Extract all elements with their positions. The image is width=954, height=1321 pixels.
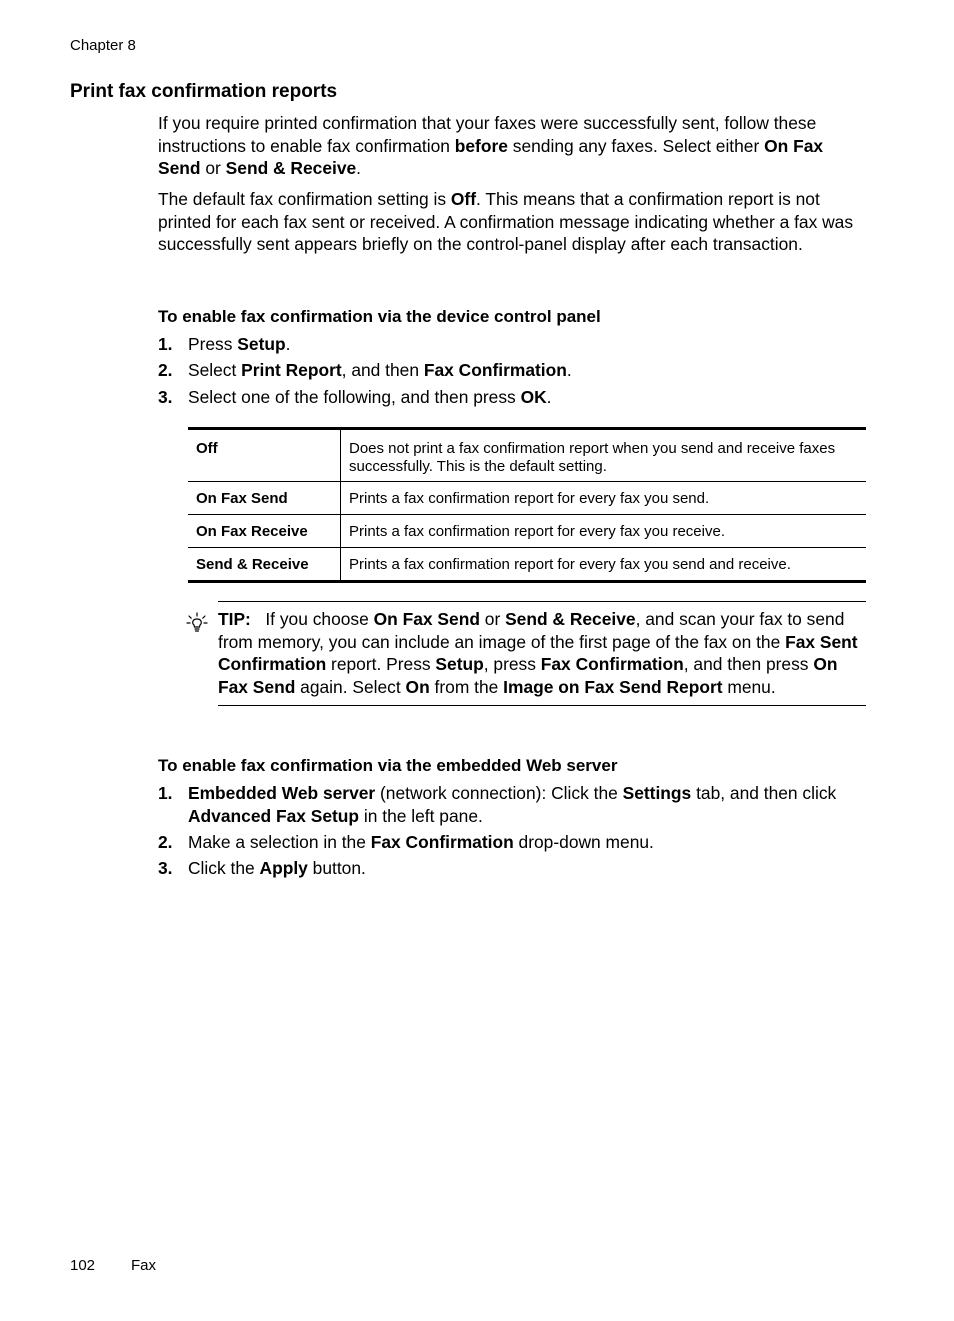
intro-paragraph-1: If you require printed confirmation that your faxes were successfully sent, follow these instructions to enable fax confirmation before sending any faxes. Select either On Fax Send or Send & Receive. (158, 113, 824, 178)
chapter-label: Chapter 8 (70, 37, 136, 54)
option-description: Prints a fax confirmation report for every fax you send. (341, 482, 867, 515)
table-row (188, 548, 866, 582)
option-key: Send & Receive (188, 548, 341, 582)
option-key: On Fax Receive (188, 515, 341, 548)
footer-section: Fax (131, 1257, 157, 1274)
option-description: Does not print a fax confirmation report when you send and receive faxes successfully. This is the default setting. (349, 440, 836, 475)
intro-paragraph-2: The default fax confirmation setting is Off. This means that a confirmation report is not printed for each fax sent or received. A confirmation message indicating whether a fax was successfully sent appears briefly on the control-panel display after each transaction. (158, 189, 854, 254)
option-key: On Fax Send (188, 482, 341, 515)
table-row (188, 429, 866, 482)
option-description: Prints a fax confirmation report for every fax you send and receive. (341, 548, 867, 582)
web-server-step-3: 3. Click the Apply button. (158, 858, 366, 878)
page-number: 102 (70, 1257, 96, 1274)
web-server-heading: To enable fax confirmation via the embedded Web server (158, 756, 618, 775)
web-server-step-2: 2. Make a selection in the Fax Confirmation drop-down menu. (158, 832, 654, 852)
options-table (188, 427, 866, 583)
table-row (188, 482, 866, 515)
table-row (188, 515, 866, 548)
control-panel-step-2: 2. Select Print Report, and then Fax Confirmation. (158, 360, 572, 380)
tip-box: TIP: If you choose On Fax Send or Send & Receive, and scan your fax to send from memory, you can include an image of the first page of the fax on the Fax Sent Confirmation report. Press Setup, press Fax Confirmation, and then press On Fax Send again. Select On from the Image on Fax Send Report menu. (218, 601, 866, 706)
web-server-step-1: 1. Embedded Web server (network connection): Click the Settings tab, and then click Advanced Fax Setup in the left pane. (158, 783, 837, 826)
option-description: Prints a fax confirmation report for every fax you receive. (341, 515, 867, 548)
section-title: Print fax confirmation reports (70, 81, 338, 102)
control-panel-heading: To enable fax confirmation via the device control panel (158, 307, 601, 326)
option-key: Off (188, 429, 341, 482)
control-panel-step-1: 1. Press Setup. (158, 334, 291, 354)
lightbulb-icon (186, 612, 208, 634)
control-panel-step-3: 3. Select one of the following, and then press OK. (158, 387, 552, 407)
